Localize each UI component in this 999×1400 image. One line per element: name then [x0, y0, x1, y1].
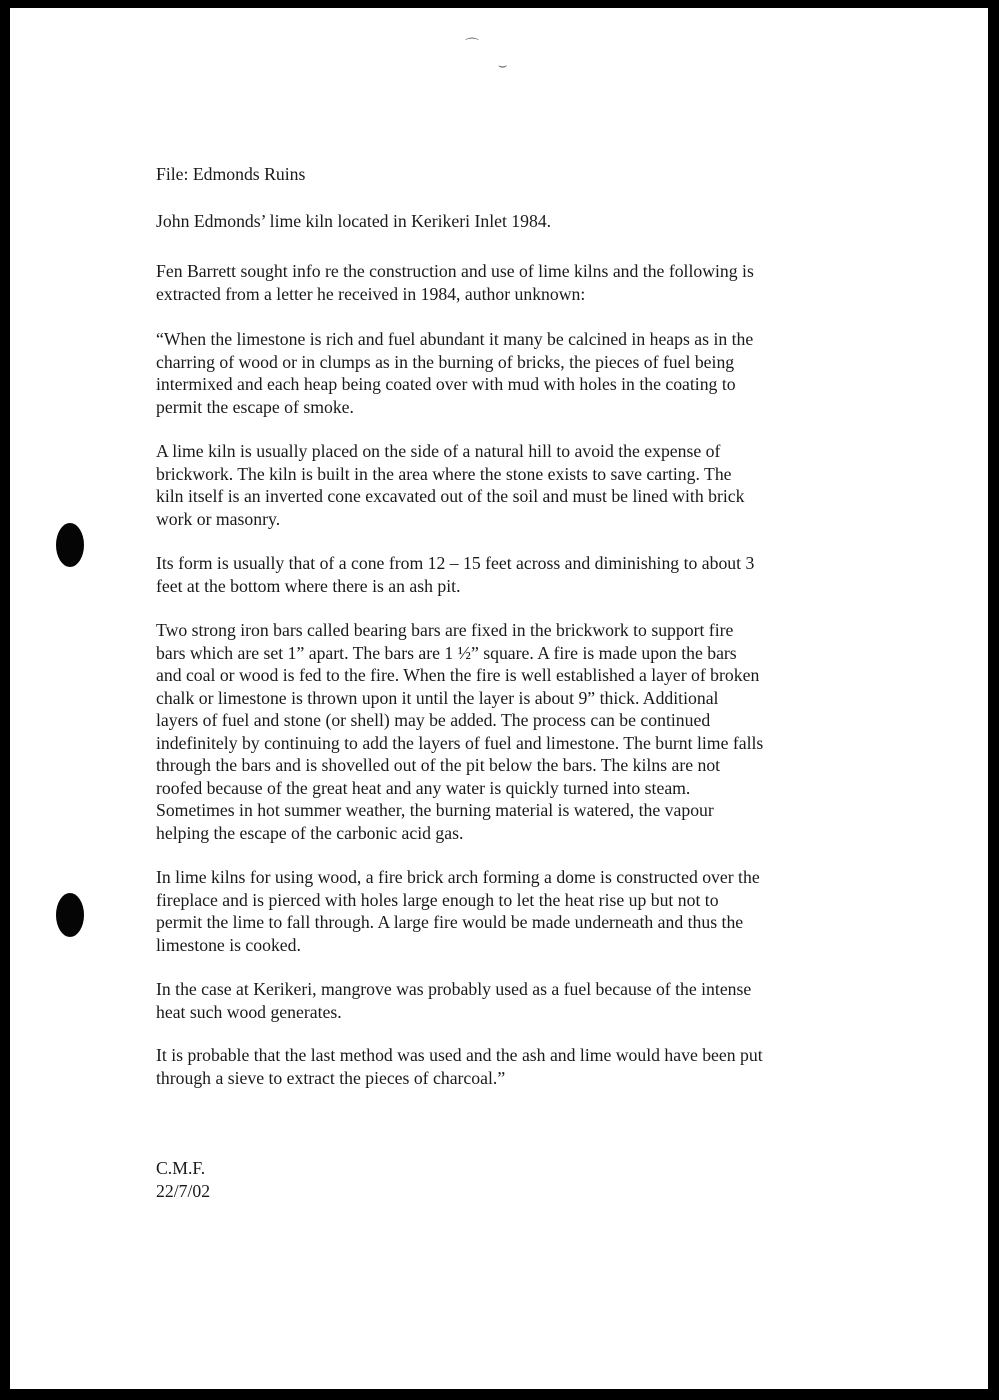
- intro-paragraph: Fen Barrett sought info re the construction and use of lime kilns and the following is extracted from a letter he received in 1984, author unknown:: [156, 261, 754, 304]
- signature-initials: C.M.F.: [156, 1158, 206, 1178]
- punch-hole-bottom: [56, 893, 84, 937]
- quote-paragraph-3: Its form is usually that of a cone from 12 – 15 feet across and diminishing to about 3 feet at the bottom where there is an ash pit.: [156, 553, 755, 596]
- signature-block: [156, 1157, 846, 1202]
- document-subtitle: John Edmonds’ lime kiln located in Kerikeri Inlet 1984.: [156, 211, 552, 231]
- quote-paragraph-4: Two strong iron bars called bearing bars are fixed in the brickwork to support fire bars which are set 1” apart. The bars are 1 ½” square. A fire is made upon the bars and coal or wood is fed to the fire. When the fire is well established a layer of broken chalk or limestone is thrown upon it until the layer is about 9” thick. Additional layers of fuel and stone (or shell) may be added. The process can be continued indefinitely by continuing to add the layers of fuel and limestone. The burnt lime falls through the bars and is shovelled out of the pit below the bars. The kilns are not roofed because of the great heat and any water is quickly turned into steam. Sometimes in hot summer weather, the burning material is watered, the vapour helping the escape of the carbonic acid gas.: [156, 620, 764, 843]
- quote-paragraph-7: It is probable that the last method was used and the ash and lime would have been put through a sieve to extract the pieces of charcoal.”: [156, 1045, 763, 1088]
- signature-date: 22/7/02: [156, 1180, 211, 1201]
- punch-hole-top: [56, 523, 84, 567]
- scan-speck: ⌒: [465, 39, 479, 54]
- quote-paragraph-6: In the case at Kerikeri, mangrove was probably used as a fuel because of the intense heat such wood generates.: [156, 979, 752, 1022]
- document-page: [10, 8, 988, 1389]
- file-line: File: Edmonds Ruins: [156, 164, 306, 184]
- scan-speck: ⌣: [498, 59, 508, 74]
- quote-paragraph-2: A lime kiln is usually placed on the side of a natural hill to avoid the expense of brickwork. The kiln is built in the area where the stone exists to save carting. The kiln itself is an inverted cone excavated out of the soil and must be lined with brick work or masonry.: [156, 441, 745, 529]
- quote-paragraph-5: In lime kilns for using wood, a fire brick arch forming a dome is constructed over the fireplace and is pierced with holes large enough to let the heat rise up but not to permit the lime to fall through. A large fire would be made underneath and thus the limestone is cooked.: [156, 867, 760, 955]
- quote-paragraph-1: “When the limestone is rich and fuel abundant it many be calcined in heaps as in the charring of wood or in clumps as in the burning of bricks, the pieces of fuel being intermixed and each heap being coated over with mud with holes in the coating to permit the escape of smoke.: [156, 329, 754, 417]
